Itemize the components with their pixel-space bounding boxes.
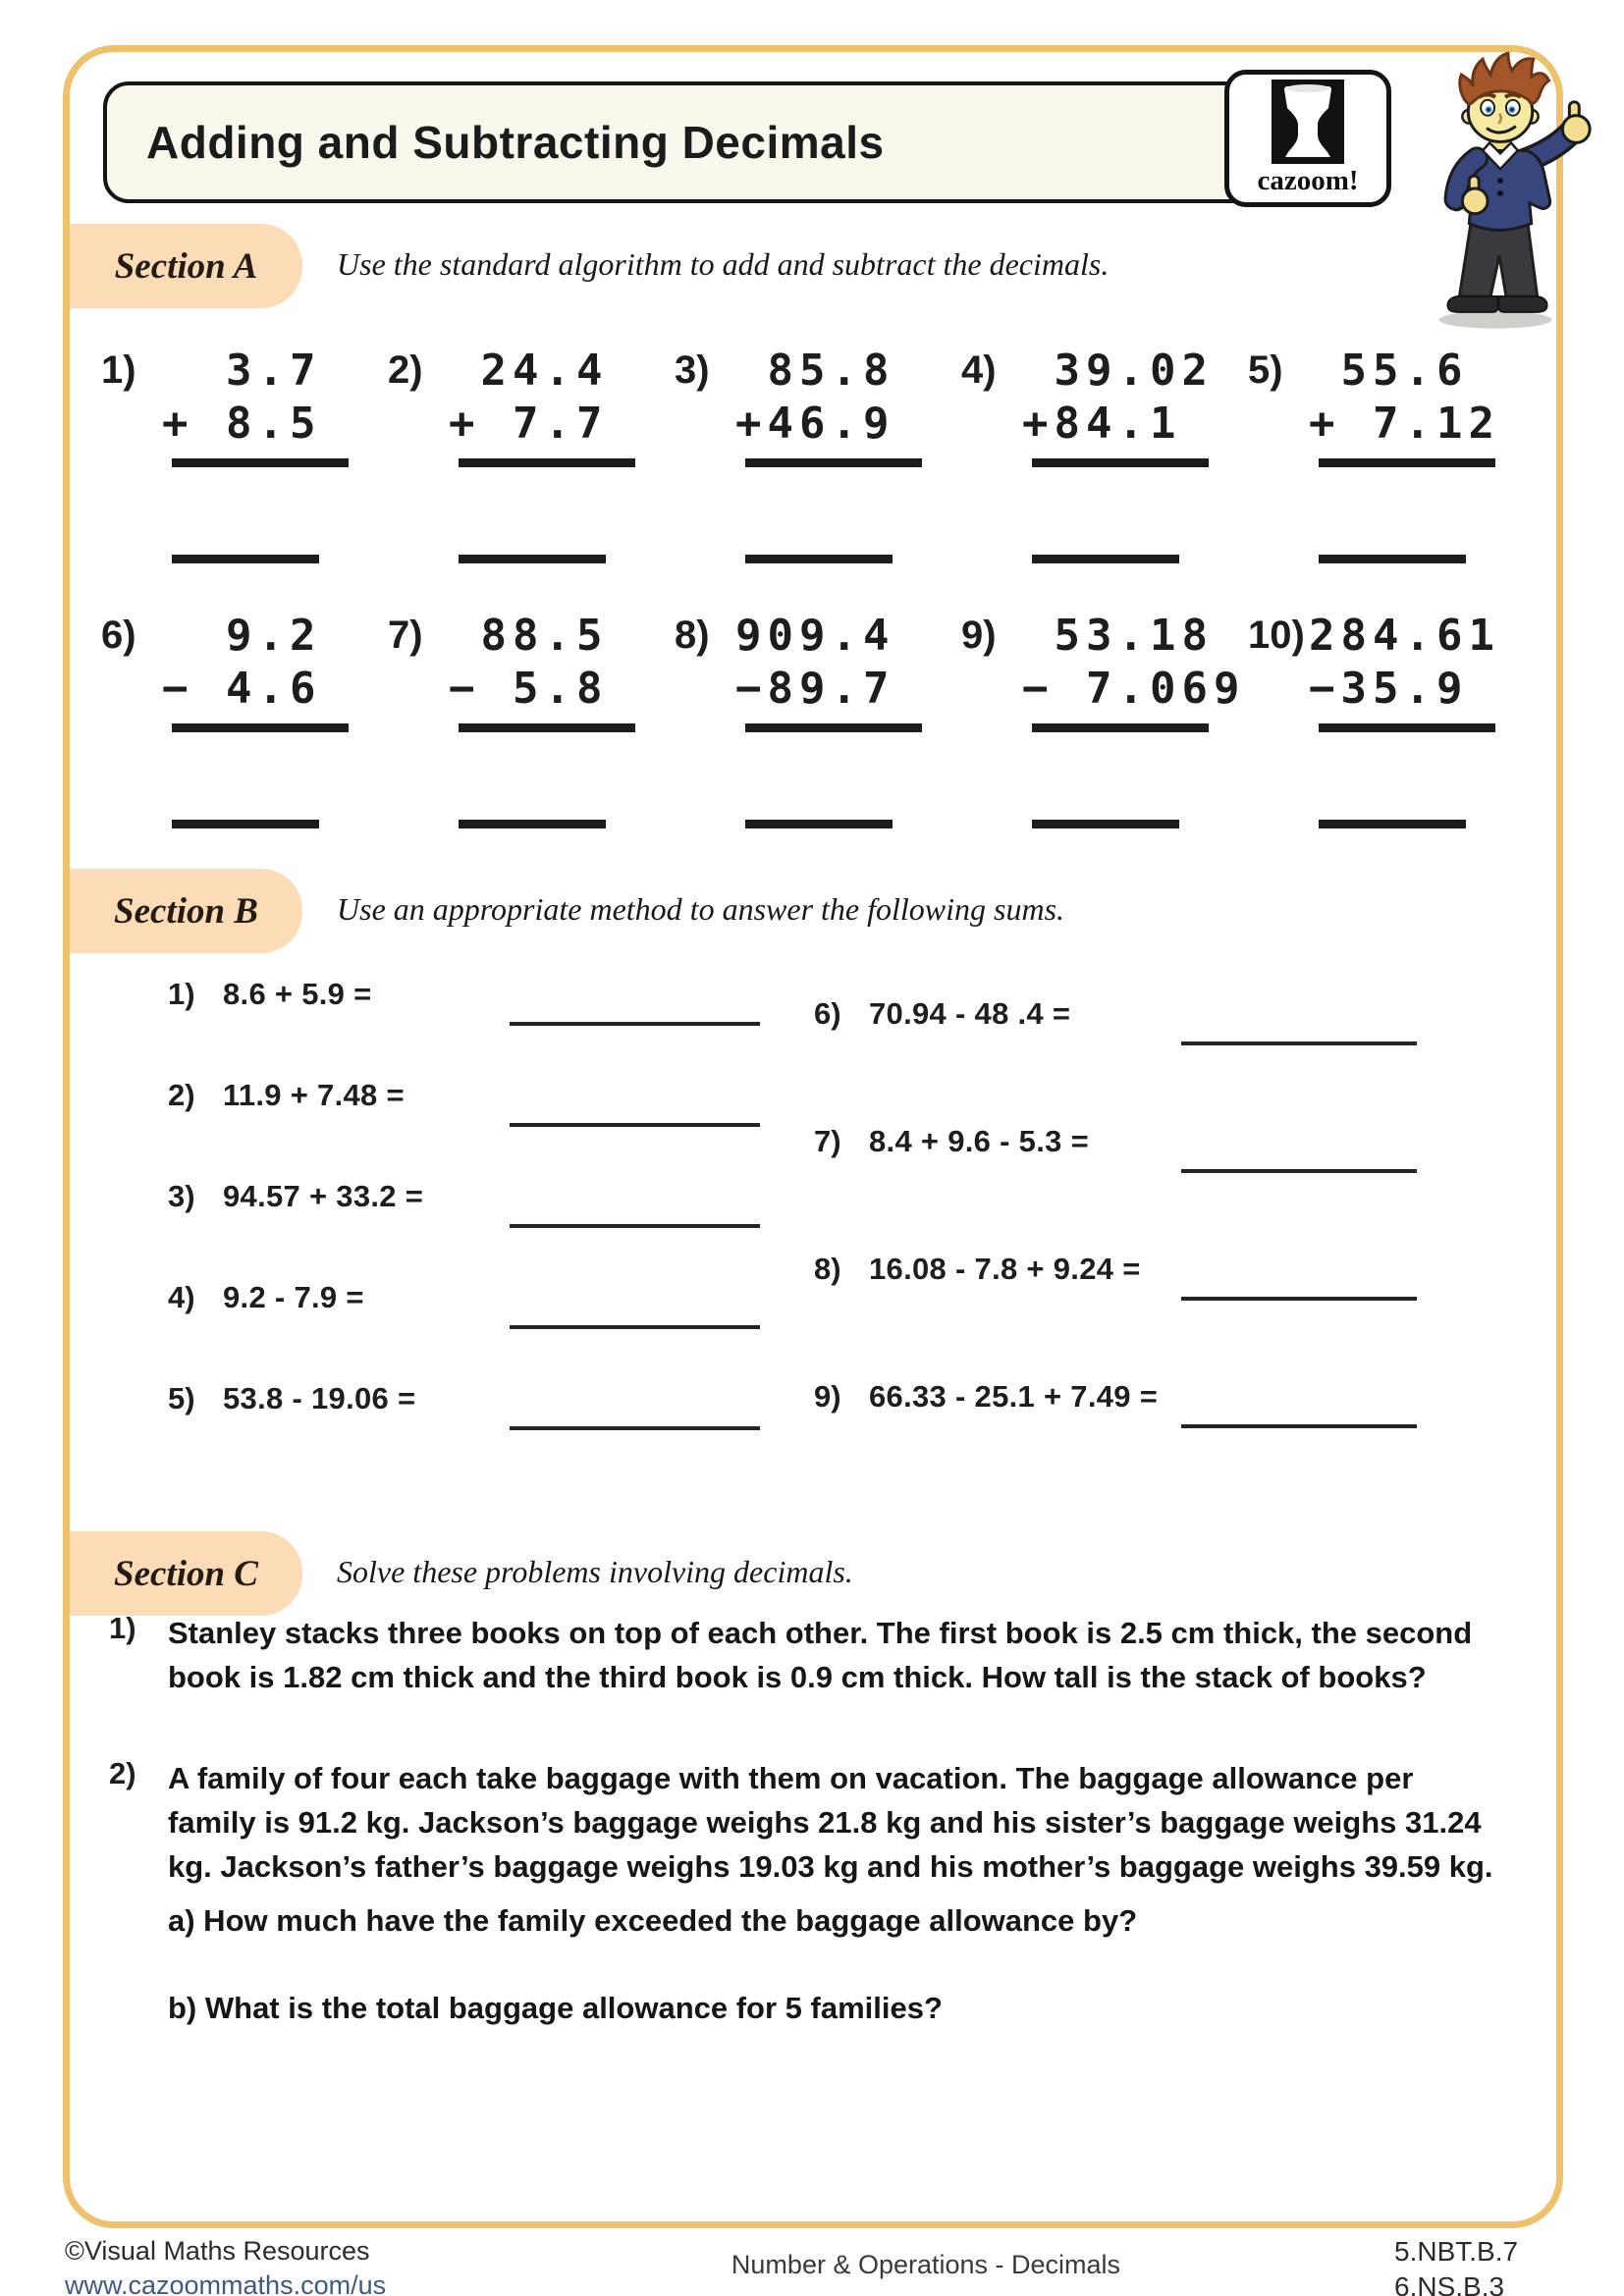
- answer-line: [459, 555, 606, 563]
- problem-part-b: b) What is the total baggage allowance for 5 families?: [168, 1991, 943, 2025]
- operand-top: 24.4: [449, 346, 609, 396]
- operand-bottom: + 7.7: [449, 399, 609, 449]
- copyright-text: ©Visual Maths Resources: [65, 2236, 370, 2266]
- section-c-label: Section C: [70, 1531, 302, 1616]
- sum-item-5: [168, 1381, 760, 1430]
- operand-top: 55.6: [1309, 346, 1469, 396]
- operand-bottom: +46.9: [735, 399, 895, 449]
- problem-number: 7): [814, 1124, 841, 1158]
- answer-line: [510, 1022, 760, 1026]
- footer-topic: Number & Operations - Decimals: [731, 2250, 1121, 2279]
- boy-thumbs-up-illustration: [1393, 40, 1607, 335]
- problem-number: 5): [1248, 348, 1283, 392]
- answer-line: [1319, 555, 1466, 563]
- worksheet-frame: [63, 45, 1563, 2228]
- section-a-instruction: Use the standard algorithm to add and subtract the decimals.: [337, 246, 1110, 282]
- column-problem-3: [675, 345, 961, 563]
- sum-item-7: [814, 1124, 1417, 1173]
- section-c-problems: [109, 1611, 1533, 2087]
- expression: 66.33 - 25.1 + 7.49 =: [869, 1379, 1159, 1414]
- equals-bar: [1032, 723, 1209, 732]
- sum-item-2: [168, 1078, 760, 1127]
- operand-bottom: − 4.6: [162, 664, 322, 714]
- answer-line: [459, 820, 606, 828]
- equals-bar: [745, 458, 922, 467]
- expression: 9.2 - 7.9 =: [223, 1280, 364, 1314]
- operand-top: 3.7: [162, 346, 322, 396]
- problem-number: 4): [168, 1280, 195, 1314]
- word-problem-1: [109, 1611, 1533, 1699]
- problem-number: 3): [675, 348, 710, 392]
- expression: 11.9 + 7.48 =: [223, 1078, 405, 1112]
- operand-bottom: −89.7: [735, 664, 895, 714]
- column-problem-5: [1248, 345, 1535, 563]
- standard-code-1: 5.NBT.B.7: [1394, 2236, 1519, 2267]
- standard-code-2: 6.NS.B.3: [1394, 2271, 1505, 2296]
- operand-bottom: −35.9: [1309, 664, 1469, 714]
- answer-line: [1181, 1424, 1417, 1428]
- operand-top: 284.61: [1309, 611, 1500, 661]
- expression: 94.57 + 33.2 =: [223, 1179, 424, 1213]
- column-problem-7: [388, 610, 675, 828]
- problem-part-a: a) How much have the family exceeded the baggage allowance by?: [168, 1903, 1138, 1938]
- expression: 70.94 - 48 .4 =: [869, 996, 1071, 1031]
- section-b-right-column: [814, 996, 1417, 1507]
- problem-number: 3): [168, 1179, 195, 1213]
- operand-top: 9.2: [162, 611, 322, 661]
- problem-number: 9): [814, 1379, 841, 1414]
- operand-top: 88.5: [449, 611, 609, 661]
- answer-line: [745, 820, 893, 828]
- section-a-row-1: [101, 345, 1535, 563]
- cazoom-logo-text: cazoom!: [1257, 165, 1359, 196]
- expression: 8.4 + 9.6 - 5.3 =: [869, 1124, 1089, 1158]
- sum-item-8: [814, 1252, 1417, 1301]
- expression: 16.08 - 7.8 + 9.24 =: [869, 1252, 1141, 1286]
- problem-number: 2): [388, 348, 423, 392]
- sum-item-9: [814, 1379, 1417, 1428]
- equals-bar: [172, 723, 349, 732]
- column-problem-1: [101, 345, 388, 563]
- problem-text: Stanley stacks three books on top of each other. The first book is 2.5 cm thick, the second book is 1.82 cm thick and the third book is 0.9 cm thick. How tall is the stack of books?: [168, 1616, 1473, 1694]
- section-a-row-2: [101, 610, 1535, 828]
- cazoom-logo: [1224, 70, 1391, 207]
- answer-line: [1032, 555, 1179, 563]
- column-problem-9: [961, 610, 1248, 828]
- word-problem-2: [109, 1756, 1533, 2030]
- column-problem-4: [961, 345, 1248, 563]
- operand-bottom: + 8.5: [162, 399, 322, 449]
- answer-line: [172, 820, 319, 828]
- sum-item-4: [168, 1280, 760, 1329]
- footer: [65, 2234, 1561, 2296]
- section-a-label: Section A: [70, 224, 302, 308]
- section-b-left-column: [168, 977, 760, 1482]
- website-link[interactable]: www.cazoommaths.com/us: [65, 2270, 387, 2296]
- operand-top: 85.8: [735, 346, 895, 396]
- problem-number: 6): [101, 614, 136, 657]
- page-title: Adding and Subtracting Decimals: [146, 117, 885, 168]
- problem-number: 9): [961, 614, 997, 657]
- answer-line: [510, 1224, 760, 1228]
- expression: 8.6 + 5.9 =: [223, 977, 372, 1011]
- title-bar: [103, 81, 1391, 203]
- answer-line: [1181, 1169, 1417, 1173]
- answer-line: [510, 1426, 760, 1430]
- answer-line: [510, 1123, 760, 1127]
- problem-number: 4): [961, 348, 997, 392]
- problem-number: 2): [168, 1078, 195, 1112]
- equals-bar: [1319, 723, 1495, 732]
- answer-line: [510, 1325, 760, 1329]
- sum-item-1: [168, 977, 760, 1026]
- problem-number: 10): [1248, 614, 1305, 657]
- answer-line: [1181, 1297, 1417, 1301]
- equals-bar: [745, 723, 922, 732]
- drum-icon: [1272, 80, 1344, 164]
- column-problem-10: [1248, 610, 1535, 828]
- column-problem-2: [388, 345, 675, 563]
- operand-bottom: + 7.12: [1309, 399, 1500, 449]
- answer-line: [1032, 820, 1179, 828]
- problem-number: 6): [814, 996, 841, 1031]
- column-problem-8: [675, 610, 961, 828]
- problem-number: 8): [814, 1252, 841, 1286]
- problem-number: 1): [109, 1611, 136, 1645]
- section-c-instruction: Solve these problems involving decimals.: [337, 1554, 853, 1589]
- column-problem-6: [101, 610, 388, 828]
- operand-top: 909.4: [735, 611, 895, 661]
- section-b-label: Section B: [70, 869, 302, 953]
- equals-bar: [459, 458, 635, 467]
- equals-bar: [1319, 458, 1495, 467]
- problem-number: 7): [388, 614, 423, 657]
- operand-bottom: − 7.069: [1022, 664, 1246, 714]
- sum-item-3: [168, 1179, 760, 1228]
- operand-top: 53.18: [1022, 611, 1214, 661]
- answer-line: [1319, 820, 1466, 828]
- equals-bar: [1032, 458, 1209, 467]
- answer-line: [1181, 1041, 1417, 1045]
- problem-number: 2): [109, 1756, 136, 1790]
- expression: 53.8 - 19.06 =: [223, 1381, 416, 1415]
- operand-bottom: − 5.8: [449, 664, 609, 714]
- operand-top: 39.02: [1022, 346, 1214, 396]
- problem-number: 8): [675, 614, 710, 657]
- problem-number: 1): [101, 348, 136, 392]
- sum-item-6: [814, 996, 1417, 1045]
- answer-line: [745, 555, 893, 563]
- operand-bottom: +84.1: [1022, 399, 1182, 449]
- problem-number: 5): [168, 1381, 195, 1415]
- problem-number: 1): [168, 977, 195, 1011]
- equals-bar: [459, 723, 635, 732]
- section-b-instruction: Use an appropriate method to answer the following sums.: [337, 891, 1065, 927]
- problem-text: A family of four each take baggage with them on vacation. The baggage allowance per family is 91.2 kg. Jackson’s baggage weighs 21.8 kg and his sister’s baggage weighs 31.24 kg. Jackson’s father’s baggage weighs 19.03 kg and his mother’s baggage weighs 39.59 kg.: [168, 1761, 1493, 1884]
- answer-line: [172, 555, 319, 563]
- equals-bar: [172, 458, 349, 467]
